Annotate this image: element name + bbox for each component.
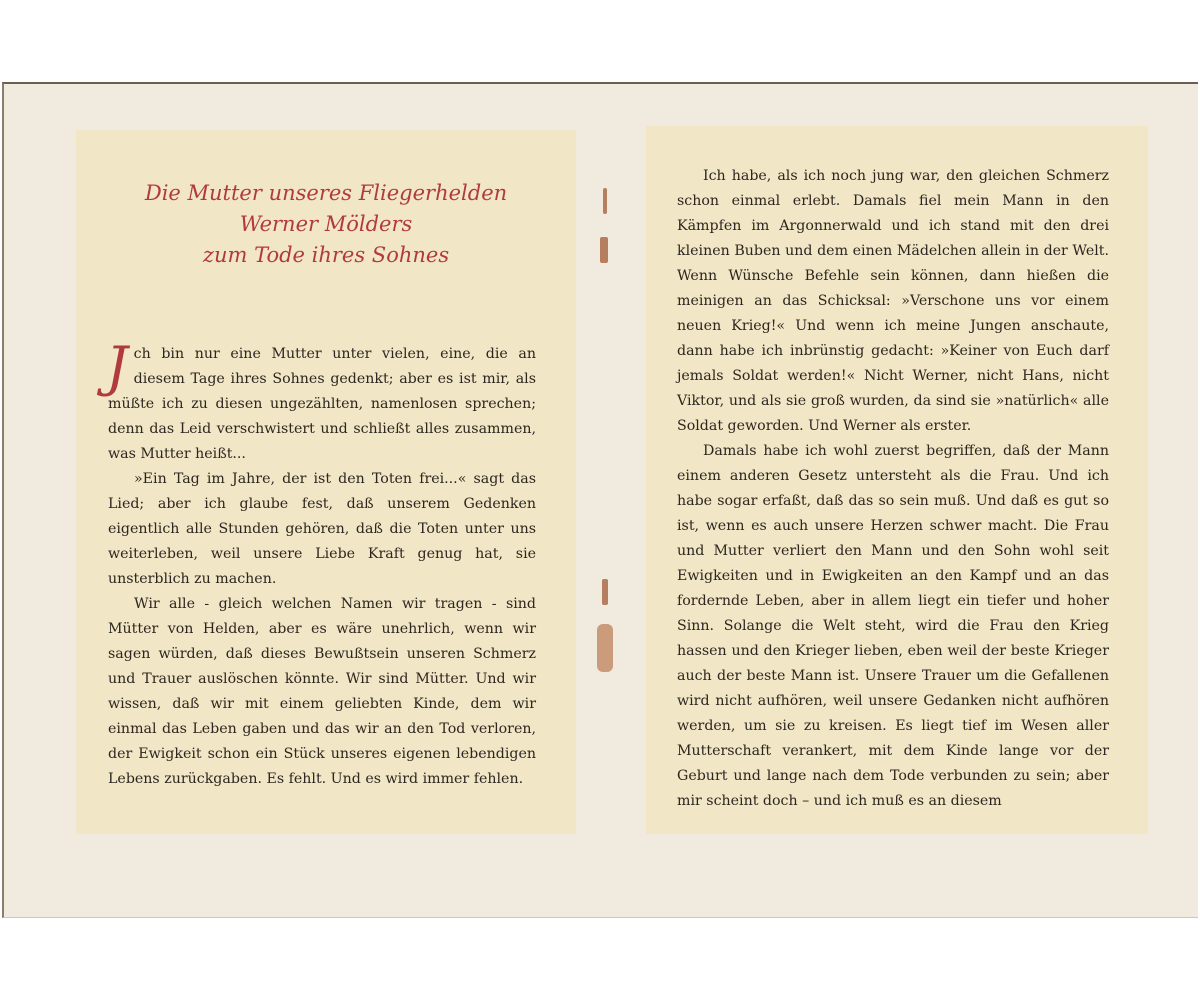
title-line-3: zum Tode ihres Sohnes	[202, 243, 450, 267]
right-page	[646, 126, 1148, 834]
paragraph-text: ch bin nur eine Mutter unter vielen, eine, die an diesem Tage ihres Sohnes gedenkt; aber es ist mir, als müßte ich zu diesen ungezählten, namenlosen sprechen; denn das Leid verschwistert und schließt alles zusammen, was Mutter heißt...	[108, 346, 536, 462]
paragraph: Damals habe ich wohl zuerst begriffen, daß der Mann einem anderen Gesetz untersteht als die Frau. Und ich habe sogar erfaßt, daß das so sein muß. Und daß es gut so ist, wenn es auch unsere Herzen schwer macht. Die Frau und Mutter verliert den Mann und den Sohn wohl seit Ewigkeiten und in Ewigkeiten an den Kampf und an das fordernde Leben, aber in allem liegt ein tiefer und hoher Sinn. Solange die Welt steht, wird die Frau den Krieg hassen und den Krieger lieben, eben weil der beste Krieger auch der beste Mann ist. Unsere Trauer um die Gefallenen wird nicht aufhören, weil unsere Gedanken nicht aufhören werden, um sie zu kreisen. Es liegt tief im Wesen aller Mutterschaft verankert, mit dem Kinde lange vor der Geburt und lange nach dem Tode verbunden zu sein; aber mir scheint doch – und ich muß es an diesem	[677, 443, 1109, 809]
fold-stain-mark	[600, 237, 608, 263]
fold-stain-mark	[602, 579, 608, 605]
left-body-text	[106, 335, 536, 792]
left-page	[76, 130, 576, 834]
title-line-1: Die Mutter unseres Fliegerhelden	[144, 181, 508, 205]
paragraph: Wir alle - gleich welchen Namen wir tragen - sind Mütter von Helden, aber es wäre unehrlich, wenn wir sagen würden, daß dieses Bewußtsein unseren Schmerz und Trauer auslöschen könnte. Wir sind Mütter. Und wir wissen, daß wir mit einem geliebten Kinde, dem wir einmal das Leben gaben und das wir an den Tod verloren, der Ewigkeit schon ein Stück unseres eigenen lebendigen Lebens zurückgaben. Es fehlt. Und es wird immer fehlen.	[108, 596, 536, 787]
title-line-2: Werner Mölders	[239, 212, 413, 236]
paragraph: Ich habe, als ich noch jung war, den gleichen Schmerz schon einmal erlebt. Damals fiel mein Mann in den Kämpfen im Argonnerwald und ich stand mit den drei kleinen Buben und dem einen Mädelchen allein in der Welt. Wenn Wünsche Befehle sein können, dann hießen die meinigen an das Schicksal: »Verschone uns vor einem neuen Krieg!« Und wenn ich meine Jungen anschaute, dann habe ich inbrünstig gedacht: »Keiner von Euch darf jemals Soldat werden!« Nicht Werner, nicht Hans, nicht Viktor, und als sie groß wurden, da sind sie »natürlich« alle Soldat geworden. Und Werner als erster.	[677, 168, 1109, 434]
fold-stain-mark	[603, 188, 607, 214]
fold-stain-mark	[597, 624, 613, 672]
right-body-text	[677, 164, 1109, 814]
drop-cap: J	[106, 335, 128, 398]
printed-card	[2, 82, 1198, 918]
page-title	[76, 178, 576, 271]
paragraph: »Ein Tag im Jahre, der ist den Toten frei...« sagt das Lied; aber ich glaube fest, daß unserem Gedenken eigentlich alle Stunden gehören, daß die Toten unter uns weiterleben, weil unsere Liebe Kraft genug hat, sie unsterblich zu machen.	[108, 471, 536, 587]
paragraph	[106, 335, 536, 467]
